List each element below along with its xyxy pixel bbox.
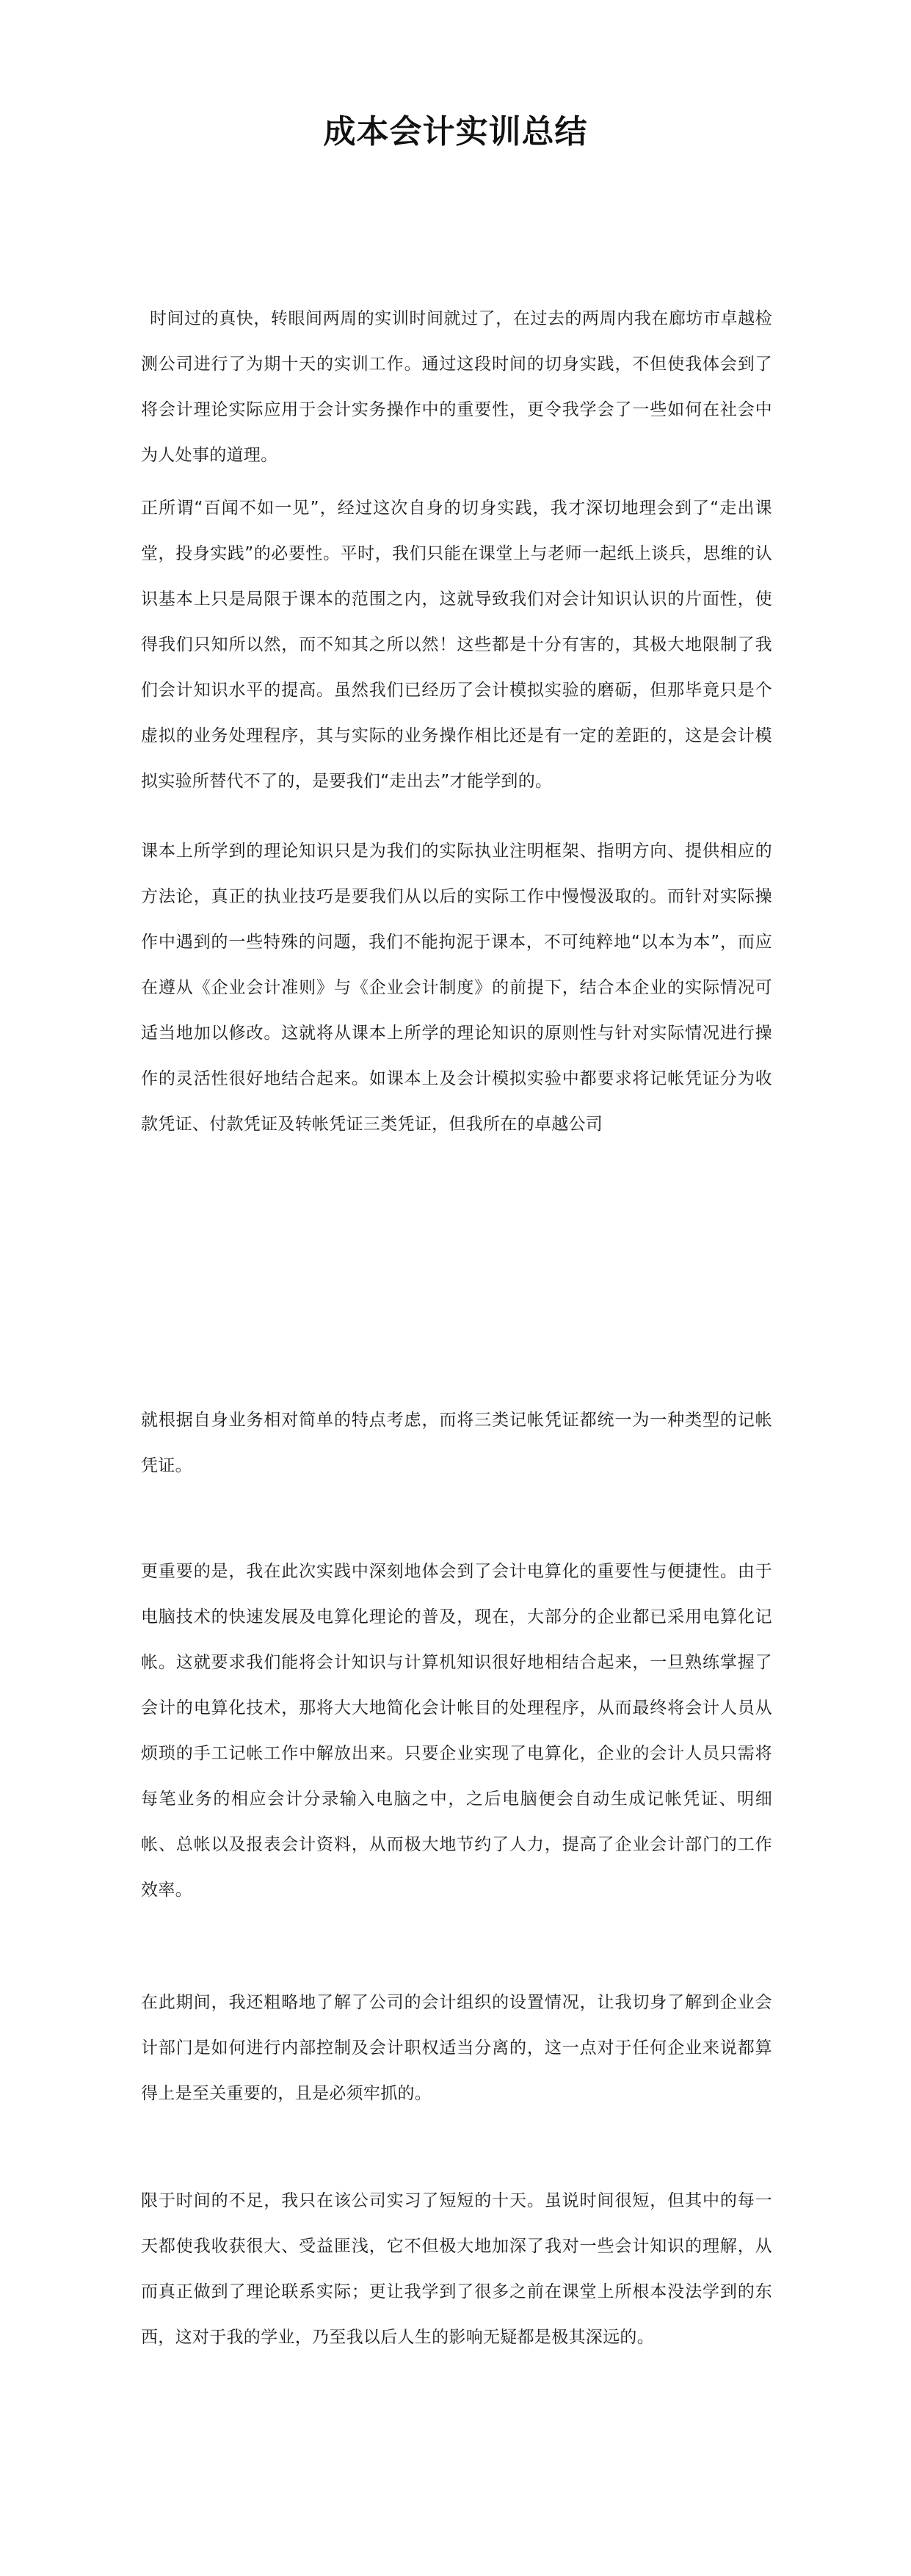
paragraph-5: 更重要的是，我在此次实践中深刻地体会到了会计电算化的重要性与便捷性。由于电脑技术的快速发展及电算化理论的普及，现在，大部分的企业都已采用电算化记帐。这就要求我们能将会计知识与计算机知识很好地相结合起来，一旦熟练掌握了会计的电算化技术，那将大大地简化会计帐目的处理程序，从而最终将会计人员从烦琐的手工记帐工作中解放出来。只要企业实现了电算化，企业的会计人员只需将每笔业务的相应会计分录输入电脑之中，之后电脑便会自动生成记帐凭证、明细帐、总帐以及报表会计资料，从而极大地节约了人力，提高了企业会计部门的工作效率。 — [141, 1562, 772, 1900]
paragraph-1: 时间过的真快，转眼间两周的实训时间就过了，在过去的两周内我在廊坊市卓越检测公司进行了为期十天的实训工作。通过这段时间的切身实践，不但使我体会到了将会计理论实际应用于会计实务操作中的重要性，更令我学会了一些如何在社会中为人处事的道理。 — [141, 309, 772, 465]
paragraph-7: 限于时间的不足，我只在该公司实习了短短的十天。虽说时间很短，但其中的每一天都使我收获很大、受益匪浅，它不但极大地加深了我对一些会计知识的理解，从而真正做到了理论联系实际；更让我学到了很多之前在课堂上所根本没法学到的东西，这对于我的学业，乃至我以后人生的影响无疑都是极其深远的。 — [141, 2191, 772, 2347]
paragraph-3: 课本上所学到的理论知识只是为我们的实际执业注明框架、指明方向、提供相应的方法论，真正的执业技巧是要我们从以后的实际工作中慢慢汲取的。而针对实际操作中遇到的一些特殊的问题，我们不能拘泥于课本，不可纯粹地“以本为本”，而应在遵从《企业会计准则》与《企业会计制度》的前提下，结合本企业的实际情况可适当地加以修改。这就将从课本上所学的理论知识的原则性与针对实际情况进行操作的灵活性很好地结合起来。如课本上及会计模拟实验中都要求将记帐凭证分为收款凭证、付款凭证及转帐凭证三类凭证，但我所在的卓越公司 — [141, 842, 772, 1134]
document-title: 成本会计实训总结 — [323, 113, 588, 151]
paragraph-4: 就根据自身业务相对简单的特点考虑，而将三类记帐凭证都统一为一种类型的记帐凭证。 — [141, 1411, 772, 1475]
paragraph-2: 正所谓“百闻不如一见”，经过这次自身的切身实践，我才深切地理会到了“走出课堂，投身实践”的必要性。平时，我们只能在课堂上与老师一起纸上谈兵，思维的认识基本上只是局限于课本的范围之内，这就导致我们对会计知识认识的片面性，使得我们只知所以然，而不知其之所以然！这些都是十分有害的，其极大地限制了我们会计知识水平的提高。虽然我们已经历了会计模拟实验的磨砺，但那毕竟只是个虚拟的业务处理程序，其与实际的业务操作相比还是有一定的差距的，这是会计模拟实验所替代不了的，是要我们“走出去”才能学到的。 — [141, 499, 772, 791]
paragraph-6: 在此期间，我还粗略地了解了公司的会计组织的设置情况，让我切身了解到企业会计部门是如何进行内部控制及会计职权适当分离的，这一点对于任何企业来说都算得上是至关重要的，且是必须牢抓的。 — [141, 1993, 772, 2103]
